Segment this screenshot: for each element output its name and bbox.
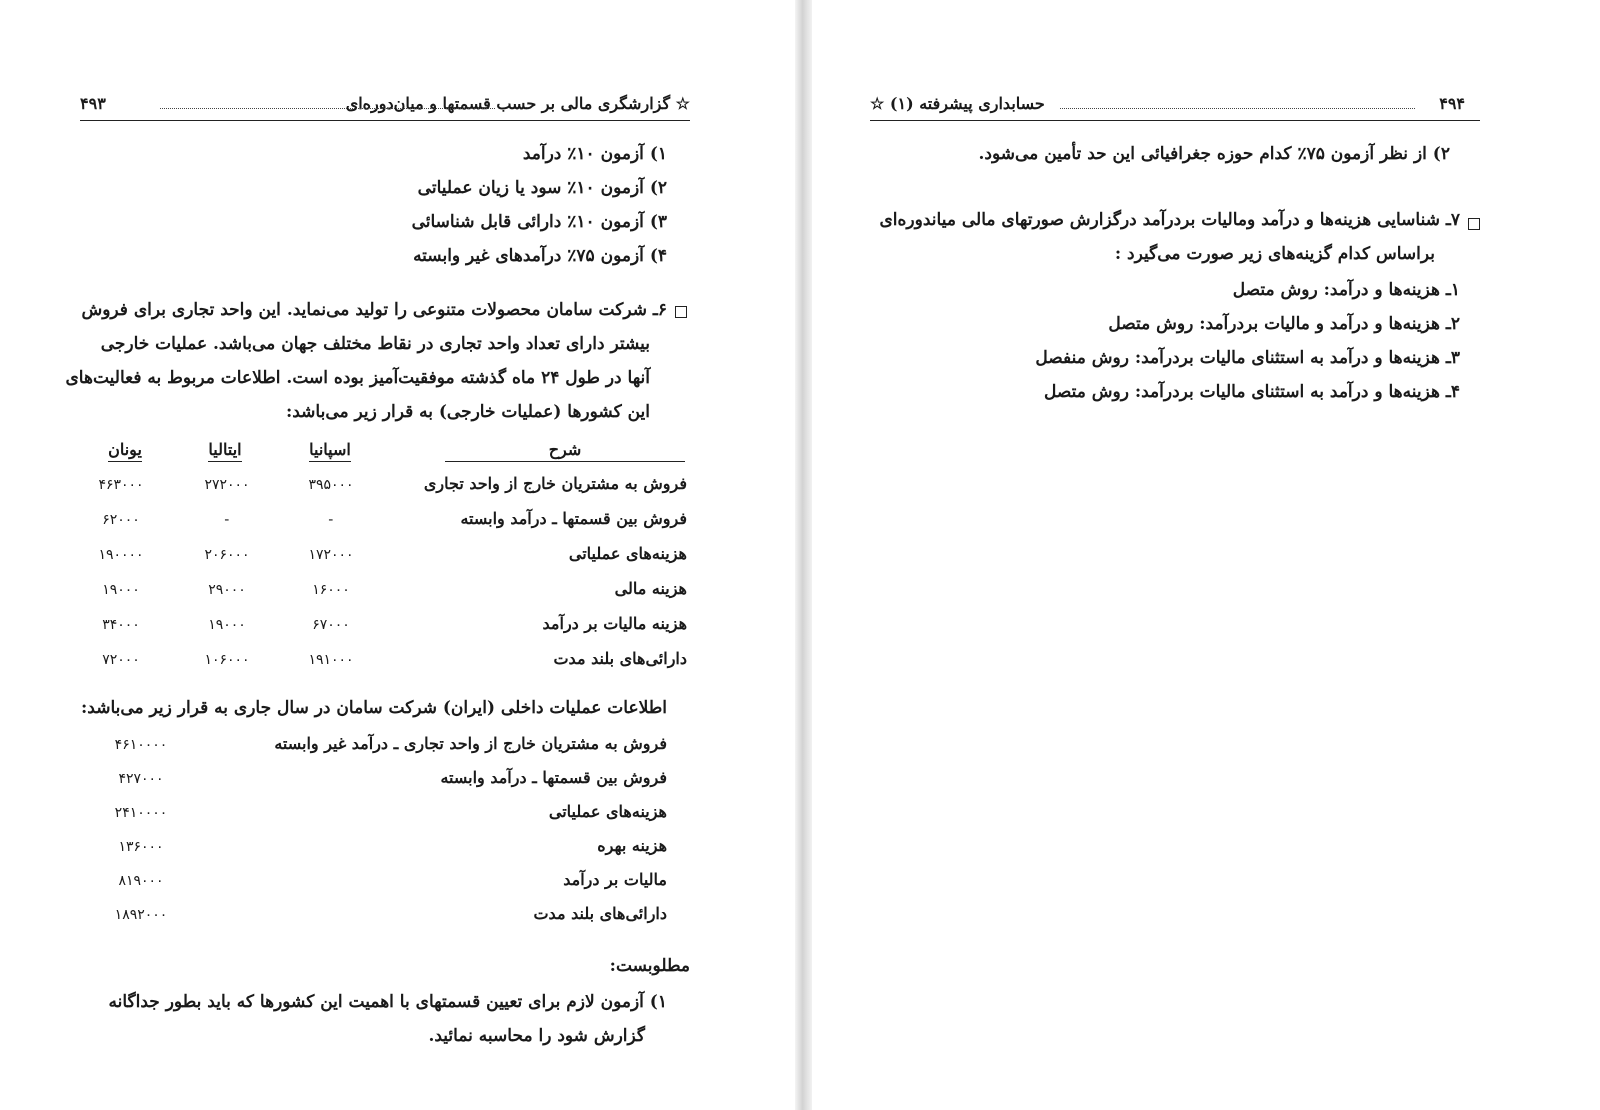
domestic-intro: اطلاعات عملیات داخلی (ایران) شرکت سامان در سال جاری به قرار زیر می‌باشد:: [81, 698, 667, 718]
col-header-spain: اسپانیا: [300, 440, 360, 459]
domestic-row-value: ۴۶۱۰۰۰۰: [114, 737, 168, 753]
table-cell: ۳۹۵۰۰۰: [308, 477, 354, 493]
right-page: [812, 0, 1600, 1110]
table-cell: ۶۷۰۰۰: [312, 617, 350, 633]
table-cell: -: [328, 512, 334, 528]
table-row-label: هزینه‌های عملیاتی: [568, 544, 687, 563]
table-cell: ۱۹۰۰۰: [102, 582, 140, 598]
left-header-rule: [80, 120, 690, 121]
domestic-row-value: ۱۸۹۲۰۰۰: [114, 907, 168, 923]
table-cell: ۷۲۰۰۰: [102, 652, 140, 668]
right-option-1: ۱ـ هزینه‌ها و درآمد: روش متصل: [1232, 280, 1460, 300]
table-row-label: دارائی‌های بلند مدت: [553, 649, 687, 668]
domestic-row-value: ۱۳۶۰۰۰: [118, 839, 164, 855]
domestic-row-label: مالیات بر درآمد: [563, 870, 667, 889]
question-7-line-1: ۷ـ شناسایی هزینه‌ها و درآمد ومالیات بردرآمد درگزارش صورتهای مالی میاندوره‌ای: [879, 210, 1460, 230]
question-6-line-1: ۶ـ شرکت سامان محصولات متنوعی را تولید می‌نماید. این واحد تجاری برای فروش: [81, 300, 667, 320]
col-header-description: شرح: [445, 440, 685, 462]
left-option-4: ۴) آزمون ۷۵٪ درآمدهای غیر وابسته: [413, 246, 667, 266]
domestic-row-label: هزینه بهره: [597, 836, 667, 855]
left-option-1: ۱) آزمون ۱۰٪ درآمد: [522, 144, 667, 164]
table-cell: ۳۴۰۰۰: [102, 617, 140, 633]
table-cell: ۱۰۶۰۰۰: [204, 652, 250, 668]
right-header-title: حسابداری پیشرفته (۱) ☆: [870, 94, 1045, 113]
left-page: [0, 0, 795, 1110]
domestic-row-value: ۲۴۱۰۰۰۰: [114, 805, 168, 821]
right-option-4: ۴ـ هزینه‌ها و درآمد به استثنای مالیات بردرآمد: روش متصل: [1043, 382, 1460, 402]
right-header-rule: [870, 120, 1480, 121]
domestic-row-label: فروش بین قسمتها ـ درآمد وابسته: [440, 768, 667, 787]
left-option-3: ۳) آزمون ۱۰٪ دارائی قابل شناسائی: [411, 212, 667, 232]
table-row-label: هزینه مالیات بر درآمد: [542, 614, 687, 633]
col-header-italy: ایتالیا: [195, 440, 255, 459]
question-6-line-2: بیشتر دارای تعداد واحد تجاری در نقاط مختلف جهان می‌باشد. عملیات خارجی: [100, 334, 650, 354]
table-cell: ۲۹۰۰۰: [208, 582, 246, 598]
left-header-title: ☆ گزارشگری مالی بر حسب قسمتها و میان‌دوره‌ای: [345, 94, 690, 113]
book-spine-gutter: [795, 0, 812, 1110]
required-line-1: ۱) آزمون لازم برای تعیین قسمتهای با اهمیت این کشورها که باید بطور جداگانه: [108, 992, 667, 1012]
domestic-row-label: دارائی‌های بلند مدت: [533, 904, 667, 923]
right-header-page-number: ۴۹۴: [1439, 94, 1465, 113]
question-7-line-2: براساس کدام گزینه‌های زیر صورت می‌گیرد :: [1114, 244, 1435, 264]
question-6-line-3: آنها در طول ۲۴ ماه گذشته موفقیت‌آمیز بوده است. اطلاعات مربوط به فعالیت‌های: [65, 368, 650, 388]
table-row-label: هزینه مالی: [614, 579, 687, 598]
left-header-dots: [160, 108, 495, 109]
domestic-row-label: فروش به مشتریان خارج از واحد تجاری ـ درآمد غیر وابسته: [274, 734, 667, 753]
right-option-2: ۲ـ هزینه‌ها و درآمد و مالیات بردرآمد: روش متصل: [1108, 314, 1460, 334]
table-cell: ۴۶۳۰۰۰: [98, 477, 144, 493]
left-header-page-number: ۴۹۳: [80, 94, 106, 113]
right-header-dots: [1060, 108, 1415, 109]
table-cell: ۲۰۶۰۰۰: [204, 547, 250, 563]
domestic-row-label: هزینه‌های عملیاتی: [548, 802, 667, 821]
left-option-2: ۲) آزمون ۱۰٪ سود یا زیان عملیاتی: [417, 178, 667, 198]
table-row-label: فروش به مشتریان خارج از واحد تجاری: [423, 474, 687, 493]
right-option-3: ۳ـ هزینه‌ها و درآمد به استثنای مالیات بردرآمد: روش منفصل: [1035, 348, 1460, 368]
table-cell: ۱۹۱۰۰۰: [308, 652, 354, 668]
col-header-greece: یونان: [95, 440, 155, 459]
table-cell: ۱۹۰۰۰: [208, 617, 246, 633]
table-cell: ۶۲۰۰۰: [102, 512, 140, 528]
table-cell: ۱۹۰۰۰۰: [98, 547, 144, 563]
right-question-2-line: ۲) از نظر آزمون ۷۵٪ کدام حوزه جغرافیائی این حد تأمین می‌شود.: [978, 144, 1450, 164]
table-cell: -: [224, 512, 230, 528]
question-6-line-4: این کشورها (عملیات خارجی) به قرار زیر می‌باشد:: [285, 402, 650, 422]
table-row-label: فروش بین قسمتها ـ درآمد وابسته: [460, 509, 687, 528]
domestic-row-value: ۴۲۷۰۰۰: [118, 771, 164, 787]
required-line-2: گزارش شود را محاسبه نمائید.: [428, 1026, 645, 1046]
table-cell: ۲۷۲۰۰۰: [204, 477, 250, 493]
required-title: مطلوبست:: [609, 956, 690, 976]
table-cell: ۱۷۲۰۰۰: [308, 547, 354, 563]
table-cell: ۱۶۰۰۰: [312, 582, 350, 598]
domestic-row-value: ۸۱۹۰۰۰: [118, 873, 164, 889]
question-6-checkbox: [675, 306, 687, 318]
question-7-checkbox: [1468, 218, 1480, 230]
